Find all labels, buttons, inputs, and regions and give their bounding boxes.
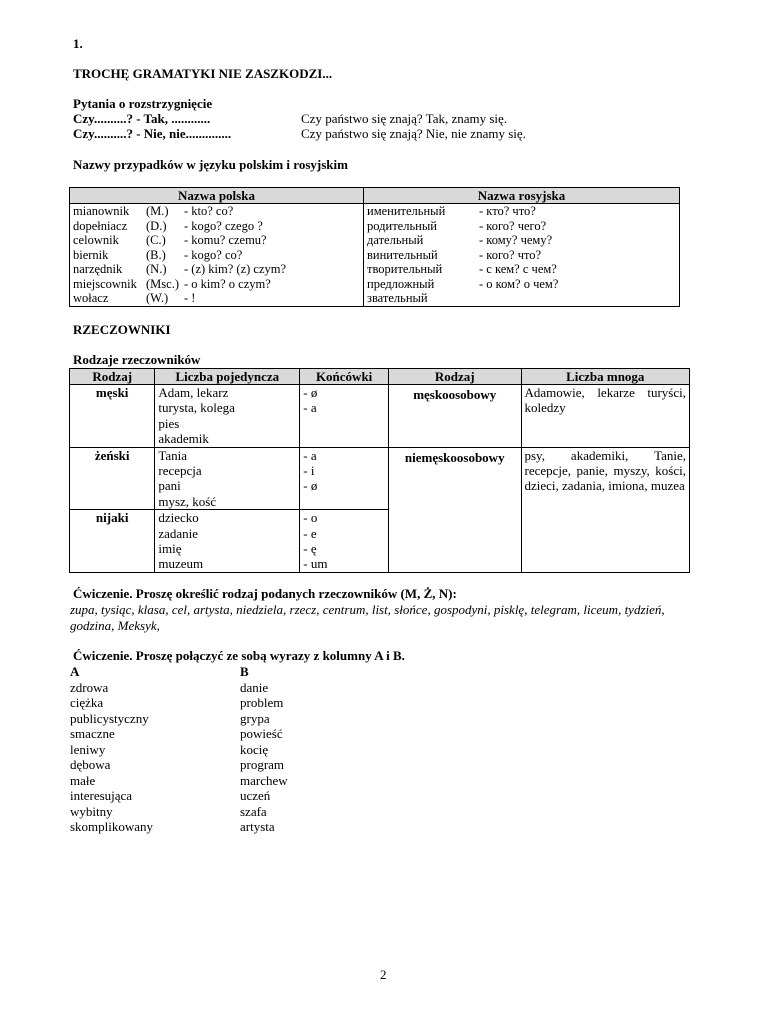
column-a-word: publicystyczny xyxy=(70,710,149,726)
case-row: именительный - кто? что? xyxy=(367,204,536,218)
plural-masc-personal: Adamowie, lekarze turyści, koledzy xyxy=(521,385,690,448)
case-row: dopełniacz (D.) - kogo? czego ? xyxy=(73,218,263,233)
singular-feminine: Tania recepcja pani mysz, kość xyxy=(155,447,300,510)
column-a-word: wybitny xyxy=(70,803,113,819)
plural-gender-masc-personal: męskoosobowy xyxy=(388,385,521,448)
case-row: mianownik (M.) - kto? co? xyxy=(73,204,234,218)
column-a-word: interesująca xyxy=(70,788,133,803)
column-b xyxy=(240,664,288,835)
column-b-word: kocię xyxy=(240,741,269,757)
case-row: miejscownik (Msc.) - o kim? o czym? xyxy=(73,276,271,291)
column-a-word: ciężka xyxy=(70,695,104,710)
column-b-word: marchew xyxy=(240,772,288,788)
case-row: винительный - кого? что? xyxy=(367,247,542,262)
noun-genders-table xyxy=(69,368,690,573)
case-row: celownik (C.) - komu? czemu? xyxy=(73,233,267,247)
polish-cases-cell xyxy=(70,204,364,307)
question-pattern-yes: Czy..........? - Tak, ............ xyxy=(73,111,211,126)
case-row: творительный - с кем? с чем? xyxy=(367,262,557,276)
column-b-word: program xyxy=(240,757,285,772)
col-header-endings: Końcówki xyxy=(300,369,389,385)
col-header-russian: Nazwa rosyjska xyxy=(364,188,680,204)
endings-masculine: - ø - a xyxy=(300,385,389,448)
exercise1-words: zupa, tysiąc, klasa, cel, artysta, niedziela, rzecz, centrum, list, słońce, gospodyni, pisklę, telegram, liceum, tydzień, godzina, Meksyk, xyxy=(70,602,665,633)
column-a-word: zdrowa xyxy=(70,679,109,695)
column-b-word: uczeń xyxy=(240,788,271,803)
cases-heading: Nazwy przypadków w języku polskim i rosyjskim xyxy=(73,157,348,172)
column-b-word: artysta xyxy=(240,819,275,834)
column-a xyxy=(70,664,153,835)
col-header-plural: Liczba mnoga xyxy=(521,369,690,385)
column-a-word: smaczne xyxy=(70,726,115,741)
exercise1-title: Ćwiczenie. Proszę określić rodzaj podanych rzeczowników (M, Ż, N): xyxy=(73,586,457,601)
column-a-word: skomplikowany xyxy=(70,819,154,834)
column-a-word: leniwy xyxy=(70,741,106,757)
col-header-gender-pl: Rodzaj xyxy=(388,369,521,385)
singular-masculine: Adam, lekarz turysta, kolega pies akademik xyxy=(155,385,300,448)
gender-neuter: nijaki xyxy=(70,510,155,573)
column-b-word: grypa xyxy=(240,710,270,726)
case-row: narzędnik (N.) - (z) kim? (z) czym? xyxy=(73,262,287,276)
question-example-yes: Czy państwo się znają? Tak, znamy się. xyxy=(301,111,508,126)
cases-table xyxy=(69,187,680,307)
plural-non-masc-personal: psy, akademiki, Tanie, recepcje, panie, myszy, kości, dzieci, zadania, imiona, muzea xyxy=(521,447,690,572)
column-b-word: szafa xyxy=(240,803,267,819)
page-number: 2 xyxy=(380,967,387,982)
exercise2-title: Ćwiczenie. Proszę połączyć ze sobą wyrazy z kolumny A i B. xyxy=(73,648,405,663)
column-b-word: powieść xyxy=(240,726,283,741)
nouns-table-heading: Rodzaje rzeczowników xyxy=(73,352,201,367)
column-b-word: danie xyxy=(240,679,269,695)
nouns-title: RZECZOWNIKI xyxy=(73,322,171,337)
column-b-label: B xyxy=(240,664,249,679)
questions-heading: Pytania o rozstrzygnięcie xyxy=(73,96,213,111)
case-row: предложный - о ком? о чем? xyxy=(367,276,559,291)
column-a-label: A xyxy=(70,664,80,679)
question-example-no: Czy państwo się znają? Nie, nie znamy się. xyxy=(301,126,526,141)
col-header-polish: Nazwa polska xyxy=(70,188,364,204)
endings-neuter: - o - e - ę - um xyxy=(300,510,389,573)
case-row: дательный - кому? чему? xyxy=(367,233,553,247)
case-row: biernik (B.) - kogo? co? xyxy=(73,247,243,262)
russian-cases-cell xyxy=(364,204,680,307)
case-row: родительный - кого? чего? xyxy=(367,218,547,233)
column-b-word: problem xyxy=(240,695,284,710)
section-title: TROCHĘ GRAMATYKI NIE ZASZKODZI... xyxy=(73,66,333,81)
plural-gender-non-masc-personal: niemęskoosobowy xyxy=(388,447,521,572)
case-row: звательный xyxy=(367,291,428,305)
page-header: 1. xyxy=(73,36,83,51)
gender-feminine: żeński xyxy=(70,447,155,510)
endings-feminine: - a - i - ø xyxy=(300,447,389,510)
question-pattern-no: Czy..........? - Nie, nie.............. xyxy=(73,126,232,141)
col-header-singular: Liczba pojedyncza xyxy=(155,369,300,385)
column-a-word: małe xyxy=(70,772,96,788)
case-row: wołacz (W.) - ! xyxy=(73,291,196,305)
col-header-gender-sg: Rodzaj xyxy=(70,369,155,385)
singular-neuter: dziecko zadanie imię muzeum xyxy=(155,510,300,573)
column-a-word: dębowa xyxy=(70,757,111,772)
gender-masculine: męski xyxy=(70,385,155,448)
